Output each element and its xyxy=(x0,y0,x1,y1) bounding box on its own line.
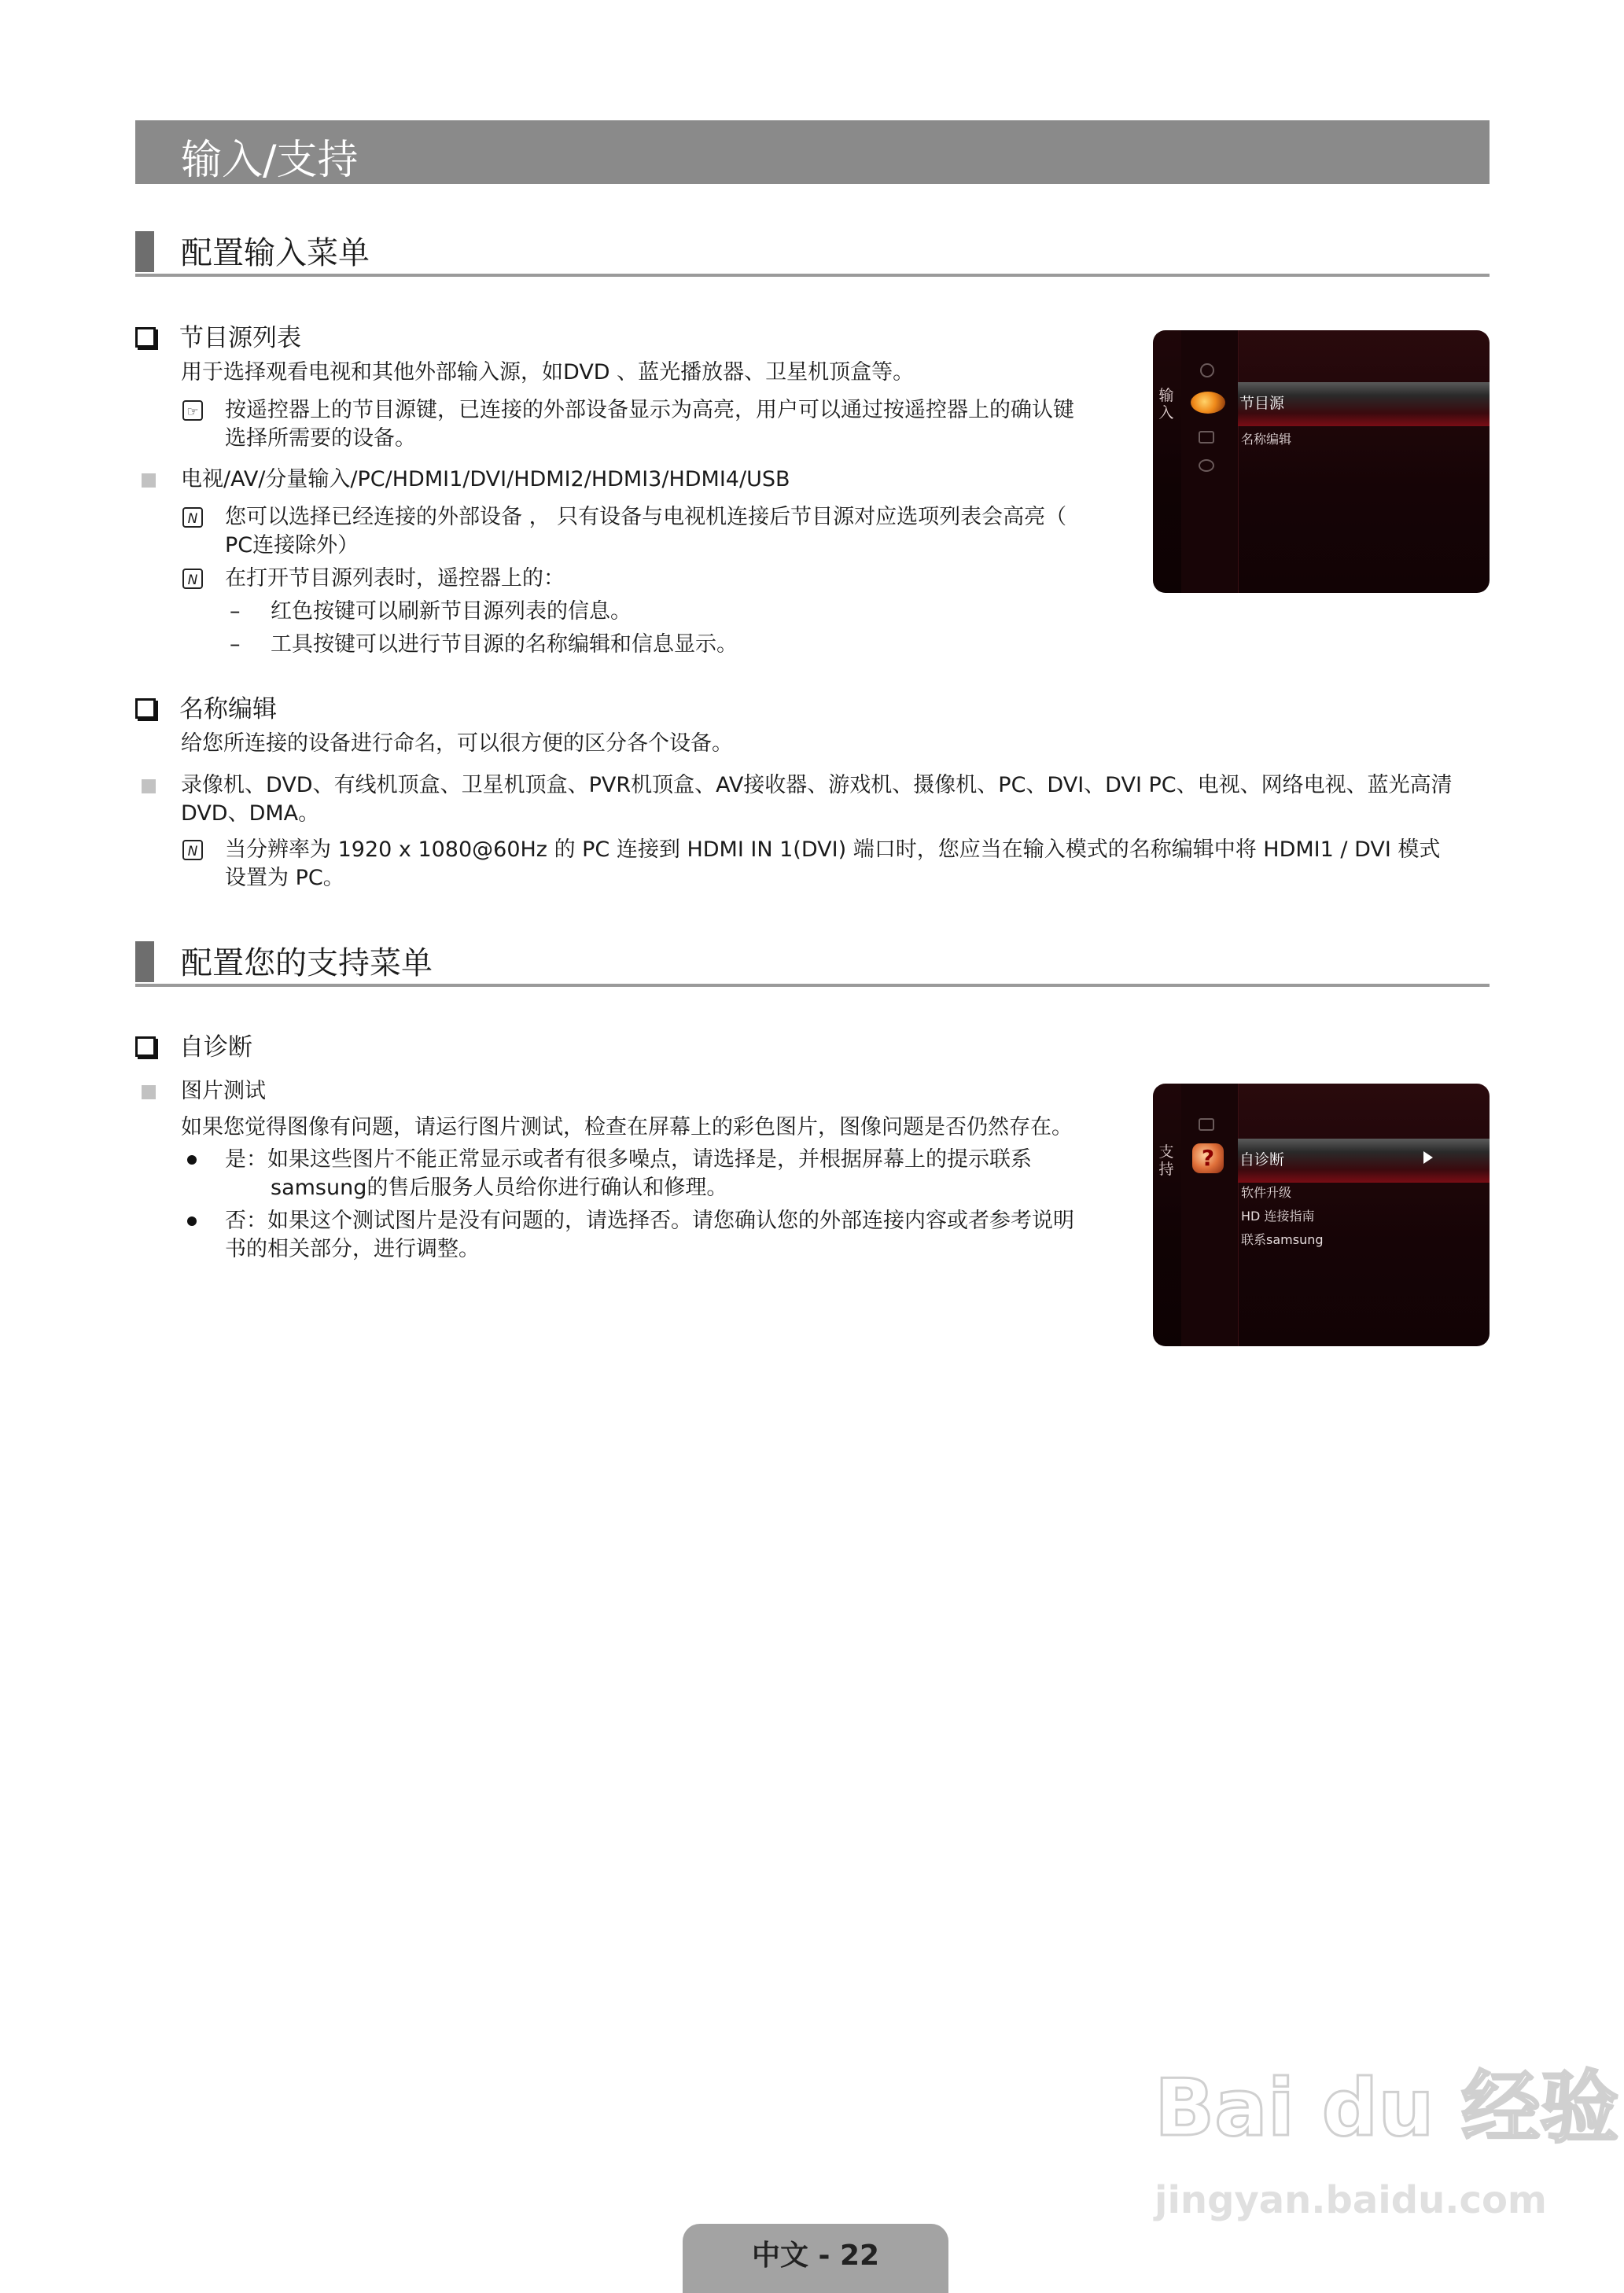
note-line: 在打开节目源列表时，遥控器上的： xyxy=(225,566,565,591)
section-marker xyxy=(135,231,154,272)
page-title: 输入/支持 xyxy=(181,137,359,184)
page-number-tab xyxy=(683,2224,948,2293)
note-line: 按遥控器上的节目源键，已连接的外部设备显示为高亮，用户可以通过按遥控器上的确认键 xyxy=(225,398,1074,422)
tv-menu-screenshot-support xyxy=(1153,1084,1490,1346)
subsection-title-name-edit: 名称编辑 xyxy=(135,689,277,724)
bullet-square xyxy=(142,473,156,488)
self-diag-description: 如果您觉得图像有问题，请运行图片测试，检查在屏幕上的彩色图片，图像问题是否仍然存在。 xyxy=(181,1115,1073,1139)
page-title-bar xyxy=(135,120,1490,184)
tv-side-label: 输入 xyxy=(1158,387,1174,421)
note-line: 当分辨率为 1920 x 1080@60Hz 的 PC 连接到 HDMI IN 1(DVI) 端口时，您应当在输入模式的名称编辑中将 HDMI1 / DVI 模式 xyxy=(225,837,1441,862)
section-title: 配置输入菜单 xyxy=(181,235,370,271)
no-line: 否：如果这个测试图片是没有问题的，请选择否。请您确认您的外部连接内容或者参考说明 xyxy=(225,1209,1074,1233)
dash-item: 工具按键可以进行节目源的名称编辑和信息显示。 xyxy=(271,632,738,657)
bullet-dot xyxy=(187,1155,197,1165)
tv-menu-item: 联系samsung xyxy=(1241,1232,1324,1247)
dash-marker: – xyxy=(230,599,241,624)
section-title: 配置您的支持菜单 xyxy=(181,945,433,981)
dash-item: 红色按键可以刷新节目源列表的信息。 xyxy=(271,599,632,624)
tv-menu-selected: 自诊断 xyxy=(1239,1151,1285,1169)
note-line: 您可以选择已经连接的外部设备 ， 只有设备与电视机连接后节目源对应选项列表会高亮（ xyxy=(225,505,1067,529)
remote-hand-icon: ☞ xyxy=(182,400,203,421)
support-icon xyxy=(1199,459,1214,472)
note-icon: N xyxy=(182,569,203,589)
tv-menu-item: 名称编辑 xyxy=(1241,432,1292,447)
tv-menu-item: HD 连接指南 xyxy=(1241,1209,1315,1224)
source-list-description: 用于选择观看电视和其他外部输入源，如DVD 、蓝光播放器、卫星机顶盒等。 xyxy=(181,360,915,385)
arrow-right-icon xyxy=(1423,1151,1433,1164)
source-list-bullet: 电视/AV/分量输入/PC/HDMI1/DVI/HDMI2/HDMI3/HDMI4/USB xyxy=(181,467,790,491)
note-line: 设置为 PC。 xyxy=(225,866,344,890)
tv-side-label: 支持 xyxy=(1158,1143,1174,1178)
tv-menu-item: 软件升级 xyxy=(1241,1185,1292,1200)
note-line: 选择所需要的设备。 xyxy=(225,426,416,451)
self-diag-bullet: 图片测试 xyxy=(181,1079,266,1103)
edit-icon xyxy=(1199,431,1214,444)
bullet-square xyxy=(142,779,156,793)
edit-icon xyxy=(1199,1118,1214,1131)
bullet-dot xyxy=(187,1216,197,1226)
name-edit-bullet: 录像机、DVD、有线机顶盒、卫星机顶盒、PVR机顶盒、AV接收器、游戏机、摄像机、PC、DVI、DVI PC、电视、网络电视、蓝光高清 xyxy=(181,773,1453,797)
subsection-title-source-list: 节目源列表 xyxy=(135,318,301,353)
dash-marker: – xyxy=(230,632,241,657)
gear-icon xyxy=(1200,363,1214,377)
page-number: 中文 - 22 xyxy=(751,2240,880,2272)
note-icon: N xyxy=(182,507,203,528)
help-question-icon: ? xyxy=(1192,1143,1224,1173)
bullet-square xyxy=(142,1085,156,1099)
section-heading-input xyxy=(135,228,1490,277)
checkbox-icon xyxy=(135,1036,156,1057)
subsection-title-self-diagnosis: 自诊断 xyxy=(135,1027,252,1062)
section-heading-support xyxy=(135,938,1490,987)
yes-line: samsung的售后服务人员给你进行确认和修理。 xyxy=(271,1176,728,1200)
no-line: 书的相关部分，进行调整。 xyxy=(225,1237,480,1261)
baidu-jingyan-logo: Bai du 经验 xyxy=(1154,2062,1619,2154)
input-plug-icon xyxy=(1191,392,1225,414)
section-marker xyxy=(135,941,154,982)
checkbox-icon xyxy=(135,698,156,719)
note-icon: N xyxy=(182,840,203,860)
watermark-url: jingyan.baidu.com xyxy=(1154,2178,1547,2222)
name-edit-description: 给您所连接的设备进行命名，可以很方便的区分各个设备。 xyxy=(181,731,733,756)
tv-menu-selected: 节目源 xyxy=(1239,395,1285,412)
tv-menu-screenshot-input xyxy=(1153,330,1490,593)
note-line: PC连接除外） xyxy=(225,533,359,558)
checkbox-icon xyxy=(135,327,156,348)
name-edit-bullet: DVD、DMA。 xyxy=(181,801,320,826)
yes-line: 是：如果这些图片不能正常显示或者有很多噪点，请选择是，并根据屏幕上的提示联系 xyxy=(225,1147,1032,1172)
